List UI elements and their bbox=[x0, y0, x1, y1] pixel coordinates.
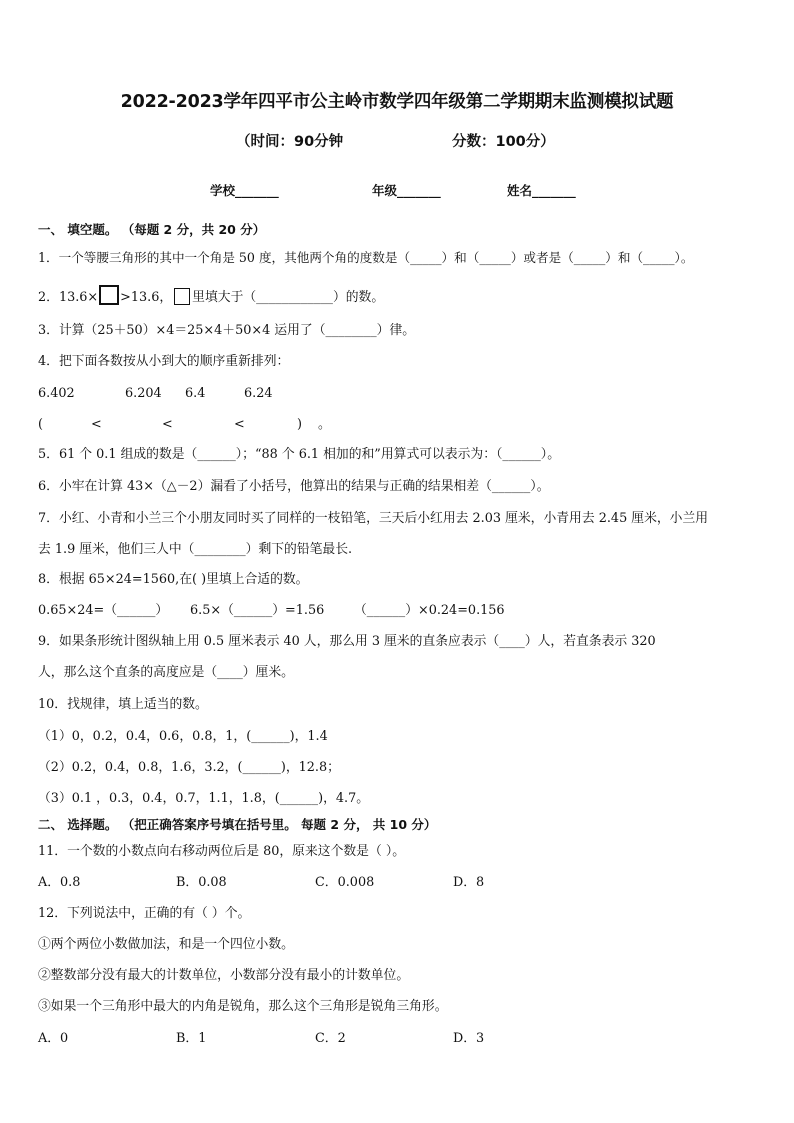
question-10-part-3: （3）0.1 ，0.3，0.4，0.7，1.1，1.8，(______)，4.7。 bbox=[38, 791, 370, 806]
q4-answer-paren: ) bbox=[297, 417, 302, 432]
section-1-heading: 一、 填空题。 （每题 2 分，共 20 分） bbox=[38, 222, 266, 237]
page-title: 2022-2023学年四平市公主岭市数学四年级第二学期期末监测模拟试题 bbox=[120, 92, 674, 112]
question-1: 1．一个等腰三角形的其中一个角是 50 度，其他两个角的度数是（_____）和（_____）或者是（_____）和（_____）。 bbox=[38, 250, 694, 265]
q4-number: 6.402 bbox=[38, 386, 75, 401]
q12-option-a: A．0 bbox=[38, 1031, 69, 1046]
question-11: 11．一个数的小数点向右移动两位后是 80，原来这个数是（ ）。 bbox=[38, 844, 406, 859]
school-field: 学校_______ bbox=[210, 183, 279, 198]
q11-option-d: D．8 bbox=[453, 875, 485, 890]
q12-statement-3: ③如果一个三角形中最大的内角是锐角，那么这个三角形是锐角三角形。 bbox=[38, 999, 448, 1014]
question-3: 3．计算（25＋50）×4＝25×4＋50×4 运用了（________）律。 bbox=[38, 323, 416, 338]
q4-period: 。 bbox=[318, 417, 331, 432]
name-field: 姓名_______ bbox=[507, 183, 576, 198]
q4-number: 6.4 bbox=[185, 386, 206, 401]
square-box-icon bbox=[174, 288, 190, 305]
question-5: 5．61 个 0.1 组成的数是（______）；“88 个 6.1 相加的和”用算式可以表示为：（______）。 bbox=[38, 447, 560, 462]
question-8: 8．根据 65×24=1560,在( )里填上合适的数。 bbox=[38, 572, 309, 587]
question-2 bbox=[38, 285, 764, 307]
q12-option-b: B．1 bbox=[176, 1031, 207, 1046]
q4-answer-paren: ( bbox=[38, 417, 43, 432]
question-9-line-1: 9．如果条形统计图纵轴上用 0.5 厘米表示 40 人，那么用 3 厘米的直条应表示（____）人，若直条表示 320 bbox=[38, 634, 656, 649]
q11-option-b: B．0.08 bbox=[176, 875, 227, 890]
question-2-part-b: >13.6， bbox=[120, 290, 173, 305]
question-9-line-2: 人，那么这个直条的高度应是（____）厘米。 bbox=[38, 665, 294, 680]
question-2-part-c: 里填大于（____________）的数。 bbox=[192, 290, 385, 305]
question-12: 12．下列说法中，正确的有（ ）个。 bbox=[38, 906, 251, 921]
square-box-icon bbox=[99, 285, 119, 305]
q12-statement-2: ②整数部分没有最大的计数单位，小数部分没有最小的计数单位。 bbox=[38, 968, 410, 983]
exam-score: 分数：100分） bbox=[452, 134, 555, 150]
q8-item: 0.65×24=（______） bbox=[38, 603, 169, 618]
q8-item: 6.5×（______）=1.56 bbox=[190, 603, 325, 618]
q4-number: 6.204 bbox=[125, 386, 162, 401]
question-2-part-a: 2．13.6× bbox=[38, 290, 99, 305]
question-10-part-2: （2）0.2，0.4，0.8，1.6，3.2，(______)，12.8； bbox=[38, 760, 340, 775]
section-2-heading: 二、 选择题。 （把正确答案序号填在括号里。 每题 2 分， 共 10 分） bbox=[38, 817, 437, 832]
question-7-line-1: 7．小红、小青和小兰三个小朋友同时买了同样的一枝铅笔，三天后小红用去 2.03 厘米，小青用去 2.45 厘米，小兰用 bbox=[38, 511, 709, 526]
exam-time: （时间：90分钟 bbox=[236, 134, 344, 150]
question-7-line-2: 去 1.9 厘米，他们三人中（________）剩下的铅笔最长. bbox=[38, 542, 353, 557]
q4-less-than: < bbox=[91, 417, 102, 432]
question-4: 4．把下面各数按从小到大的顺序重新排列： bbox=[38, 354, 290, 369]
q4-number: 6.24 bbox=[244, 386, 273, 401]
q4-less-than: < bbox=[234, 417, 245, 432]
q11-option-c: C．0.008 bbox=[315, 875, 375, 890]
question-10-part-1: （1）0，0.2，0.4，0.6，0.8，1，(______)，1.4 bbox=[38, 729, 328, 744]
q4-less-than: < bbox=[162, 417, 173, 432]
q12-statement-1: ①两个两位小数做加法，和是一个四位小数。 bbox=[38, 937, 294, 952]
grade-field: 年级_______ bbox=[372, 183, 441, 198]
q11-option-a: A．0.8 bbox=[38, 875, 81, 890]
q12-option-d: D．3 bbox=[453, 1031, 485, 1046]
question-10: 10．找规律，填上适当的数。 bbox=[38, 697, 208, 712]
q8-item: （______）×0.24=0.156 bbox=[354, 603, 505, 618]
question-6: 6．小牢在计算 43×（△－2）漏看了小括号，他算出的结果与正确的结果相差（______）。 bbox=[38, 479, 550, 494]
q12-option-c: C．2 bbox=[315, 1031, 346, 1046]
